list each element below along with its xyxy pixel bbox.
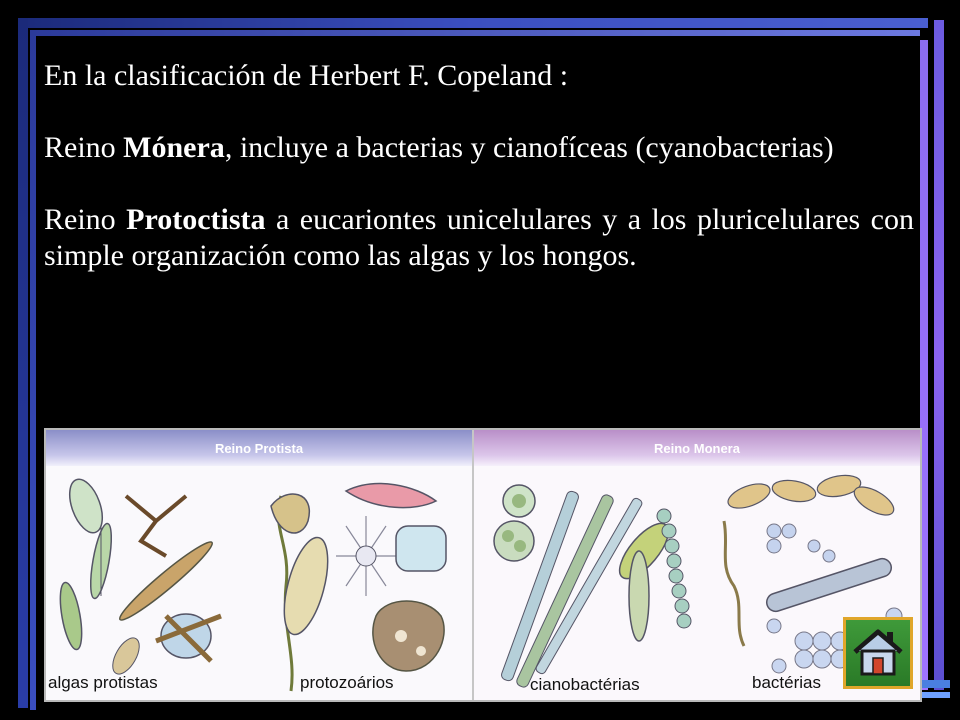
paragraph-monera-bold: Mónera — [123, 131, 225, 164]
caption-bacterias: bactérias — [752, 673, 821, 692]
kingdoms-illustration — [44, 428, 922, 702]
caption-cianobacterias: cianobactérias — [530, 675, 640, 694]
paragraph-protoctista-bold: Protoctista — [126, 203, 266, 236]
frame-bottom-inner-bar — [920, 692, 950, 698]
paragraph-protoctista-prefix: Reino — [44, 203, 127, 236]
home-icon — [849, 624, 907, 682]
paragraph-monera — [44, 130, 914, 166]
protista-organisms-drawing — [46, 466, 472, 702]
paragraph-monera-suffix: , incluye a bacterias y cianofíceas (cyanobacterias) — [224, 131, 834, 164]
caption-algas-protistas: algas protistas — [48, 673, 158, 692]
frame-left-bar — [18, 18, 28, 708]
home-button[interactable] — [843, 617, 913, 689]
frame-top-inner-bar — [30, 30, 920, 36]
frame-left-inner-bar — [30, 30, 36, 710]
slide-heading: En la clasificación de Herbert F. Copeland : — [44, 59, 569, 92]
paragraph-protoctista — [44, 202, 914, 274]
panel-protista — [46, 430, 472, 700]
slide-text — [44, 58, 914, 310]
paragraph-protoctista-suffix: a eucariontes unicelulares y a los pluricelulares con simple organización como las algas y los hongos. — [44, 203, 914, 272]
panel-monera-title: Reino Monera — [474, 430, 920, 466]
paragraph-monera-prefix: Reino — [44, 131, 124, 164]
panel-protista-title: Reino Protista — [46, 430, 472, 466]
frame-right-bar — [934, 20, 944, 690]
caption-protozoarios: protozoários — [300, 673, 394, 692]
frame-top-bar — [18, 18, 928, 28]
